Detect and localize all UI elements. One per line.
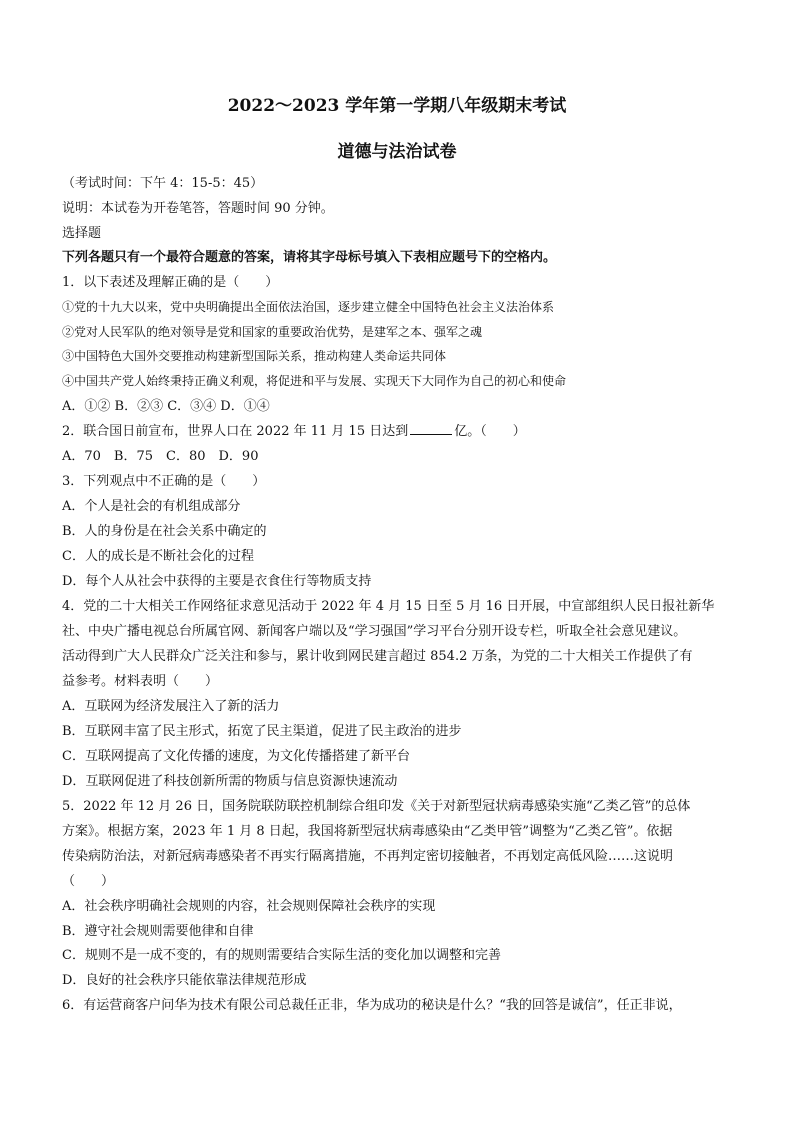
q2-stem-after: 亿。（ ） — [454, 424, 526, 439]
q4-option: B．互联网丰富了民主形式，拓宽了民主渠道，促进了民主政治的进步 — [62, 724, 462, 739]
q1-item: ②党对人民军队的绝对领导是党和国家的重要政治优势，是建军之本、强军之魂 — [62, 325, 483, 339]
q3-stem: 3．下列观点中不正确的是（ ） — [62, 474, 266, 489]
exam-subtitle: 道德与法治试卷 — [337, 142, 457, 162]
q4-stem-line: 活动得到广大人民群众广泛关注和参与，累计收到网民建言超过 854.2 万条，为党的二十大相关工作提供了有 — [62, 649, 693, 664]
q3-option: A．个人是社会的有机组成部分 — [62, 499, 241, 514]
q4-stem-line: 社、中央广播电视总台所属官网、新闻客户端以及“学习强国”学习平台分别开设专栏，听取全社会意见建议。 — [62, 624, 687, 639]
q2-stem-before: 2．联合国日前宣布，世界人口在 2022 年 11 月 15 日达到 — [62, 424, 409, 439]
q3-option: C．人的成长是不断社会化的过程 — [62, 549, 254, 564]
q1-stem: 1．以下表述及理解正确的是（ ） — [62, 275, 279, 290]
q4-option: D．互联网促进了科技创新所需的物质与信息资源快速流动 — [62, 774, 398, 789]
q1-item: ①党的十九大以来，党中央明确提出全面依法治国，逐步建立健全中国特色社会主义法治体系 — [62, 300, 555, 314]
exam-time: （考试时间：下午 4：15-5：45） — [62, 176, 264, 191]
q5-stem-line: 传染病防治法，对新冠病毒感染者不再实行隔离措施，不再判定密切接触者，不再划定高低风险……这说明 — [62, 849, 674, 864]
instructions: 说明：本试卷为开卷笔答，答题时间 90 分钟。 — [62, 201, 334, 216]
q5-option: A．社会秩序明确社会规则的内容，社会规则保障社会秩序的实现 — [62, 899, 436, 914]
q5-stem-line: （ ） — [62, 874, 115, 889]
q1-item: ④中国共产党人始终秉持正确义利观，将促进和平与发展、实现天下大同作为自己的初心和使命 — [62, 374, 567, 388]
q5-stem-line: 5．2022 年 12 月 26 日，国务院联防联控机制综合组印发《关于对新型冠状病毒感染实施“乙类乙管”的总体 — [62, 799, 691, 814]
q5-option: B．遵守社会规则需要他律和自律 — [62, 924, 254, 939]
q3-option: B．人的身份是在社会关系中确定的 — [62, 524, 267, 539]
exam-title: 2022～2023 学年第一学期八年级期末考试 — [227, 96, 567, 116]
q5-option: C．规则不是一成不变的，有的规则需要结合实际生活的变化加以调整和完善 — [62, 948, 501, 963]
answer-blank — [410, 422, 452, 435]
q1-options: A．①② B．②③ C．③④ D．①④ — [62, 399, 270, 414]
directions: 下列各题只有一个最符合题意的答案，请将其字母标号填入下表相应题号下的空格内。 — [62, 250, 557, 265]
q4-stem-line: 4．党的二十大相关工作网络征求意见活动于 2022 年 4 月 15 日至 5 月 16 日开展，中宣部组织人民日报社新华 — [62, 599, 715, 614]
q5-stem-line: 方案》。根据方案，2023 年 1 月 8 日起，我国将新型冠状病毒感染由“乙类甲管”调整为“乙类乙管”。依据 — [62, 824, 673, 839]
q4-option: A．互联网为经济发展注入了新的活力 — [62, 699, 280, 714]
q4-option: C．互联网提高了文化传播的速度，为文化传播搭建了新平台 — [62, 749, 410, 764]
q5-option: D．良好的社会秩序只能依靠法律规范形成 — [62, 973, 307, 988]
q1-item: ③中国特色大国外交要推动构建新型国际关系，推动构建人类命运共同体 — [62, 349, 447, 363]
q2-stem — [62, 422, 742, 441]
q3-option: D．每个人从社会中获得的主要是衣食住行等物质支持 — [62, 574, 372, 589]
q4-stem-line: 益参考。材料表明（ ） — [62, 674, 219, 689]
q6-stem-line: 6．有运营商客户问华为技术有限公司总裁任正非，华为成功的秘诀是什么？“我的回答是诚信”，任正非说， — [62, 998, 682, 1013]
section-heading: 选择题 — [62, 226, 102, 241]
q2-options: A．70 B．75 C．80 D．90 — [62, 449, 259, 464]
